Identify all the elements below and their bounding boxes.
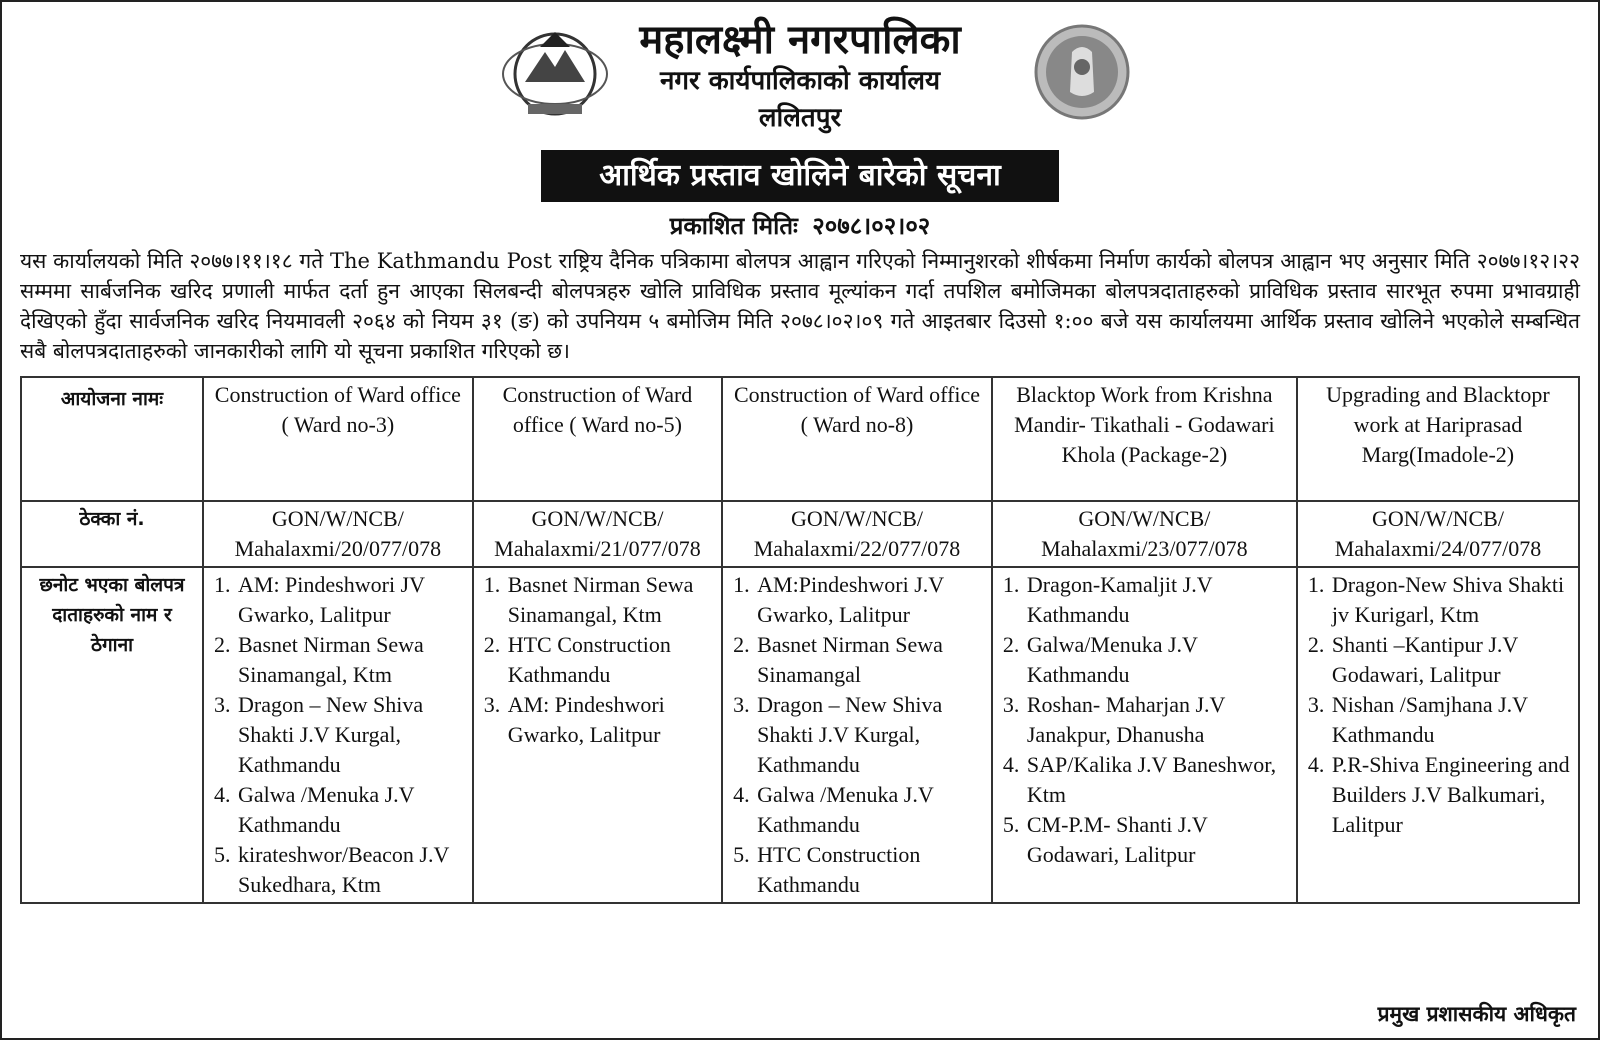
bidders-cell — [203, 567, 473, 903]
bidder-item: 2. Shanti –Kantipur J.V Godawari, Lalitpur — [1330, 630, 1572, 690]
municipality-logo-icon — [1032, 22, 1132, 122]
organization-name: महालक्ष्मी नगरपालिका — [639, 17, 961, 63]
contract-number-cell: GON/W/NCB/ Mahalaxmi/24/077/078 — [1297, 501, 1579, 567]
bidders-row-label: छनोट भएका बोलपत्र दाताहरुको नाम र ठेगाना — [21, 567, 203, 903]
bidders-list — [1304, 570, 1572, 840]
bidder-item: 3. Roshan- Maharjan J.V Janakpur, Dhanusha — [1025, 690, 1290, 750]
signatory: प्रमुख प्रशासकीय अधिकृत — [1377, 1002, 1576, 1026]
bidder-item: 3. Dragon – New Shiva Shakti J.V Kurgal, Kathmandu — [755, 690, 985, 780]
project-name-cell: Construction of Ward office ( Ward no-5) — [473, 377, 722, 501]
bidder-item: 4. SAP/Kalika J.V Baneshwor, Ktm — [1025, 750, 1290, 810]
notice-title: आर्थिक प्रस्ताव खोलिने बारेको सूचना — [541, 150, 1059, 202]
bidder-item: 5. CM-P.M- Shanti J.V Godawari, Lalitpur — [1025, 810, 1290, 870]
bidder-item: 2. Galwa/Menuka J.V Kathmandu — [1025, 630, 1290, 690]
bidder-item: 1. AM: Pindeshwori JV Gwarko, Lalitpur — [236, 570, 466, 630]
bidders-list — [210, 570, 466, 900]
notice-title-wrap — [20, 150, 1580, 202]
bidder-item: 4. Galwa /Menuka J.V Kathmandu — [236, 780, 466, 840]
bidders-table — [20, 376, 1580, 904]
bidders-cell — [722, 567, 992, 903]
bidder-item: 2. HTC Construction Kathmandu — [506, 630, 715, 690]
project-name-cell: Blacktop Work from Krishna Mandir- Tikathali - Godawari Khola (Package-2) — [992, 377, 1297, 501]
published-date-label: प्रकाशित मितिः — [669, 212, 798, 240]
bidders-list — [999, 570, 1290, 870]
bidders-cell — [473, 567, 722, 903]
bidder-item: 3. Dragon – New Shiva Shakti J.V Kurgal, Kathmandu — [236, 690, 466, 780]
contract-row — [21, 501, 1579, 567]
office-name: नगर कार्यपालिकाको कार्यालय — [659, 66, 941, 96]
contract-number-cell: GON/W/NCB/ Mahalaxmi/20/077/078 — [203, 501, 473, 567]
project-row-label: आयोजना नामः — [21, 377, 203, 501]
contract-number-cell: GON/W/NCB/ Mahalaxmi/22/077/078 — [722, 501, 992, 567]
bidder-item: 4. Galwa /Menuka J.V Kathmandu — [755, 780, 985, 840]
bidders-row — [21, 567, 1579, 903]
bidder-item: 1. Dragon-Kamaljit J.V Kathmandu — [1025, 570, 1290, 630]
contract-row-label: ठेक्का नं. — [21, 501, 203, 567]
city-name: ललितपुर — [758, 103, 842, 133]
bidders-list — [729, 570, 985, 900]
bidder-item: 5. HTC Construction Kathmandu — [755, 840, 985, 900]
notice-paragraph: यस कार्यालयको मिति २०७७।११।१८ गते The Kathmandu Post राष्ट्रिय दैनिक पत्रिकामा बोलपत्र आह्वान गरिएको निम्मानुशरको शीर्षकमा निर्माण कार्यको बोलपत्र आह्वान भए अनुसार मिति २०७७।१२।२२ सम्ममा सार्बजनिक खरिद प्रणाली मार्फत दर्ता हुन आएका सिलबन्दी बोलपत्रहरु खोलि प्राविधिक प्रस्ताव मूल्यांकन गर्दा तपशिल बमोजिमका बोलपत्रदाताहरुको प्राविधिक प्रस्ताव सारभूत रुपमा प्रभावग्राही देखिएको हुँदा सार्वजनिक खरिद नियमावली २०६४ को नियम ३१ (ङ) को उपनियम ५ बमोजिम मिति २०७८।०२।०९ गते आइतबार दिउसो १:०० बजे यस कार्यालयमा आर्थिक प्रस्ताव खोलिने भएकोले सम्बन्धित सबै बोलपत्रदाताहरुको जानकारीको लागि यो सूचना प्रकाशित गरिएको छ। — [20, 249, 1580, 363]
bidder-item: 3. AM: Pindeshwori Gwarko, Lalitpur — [506, 690, 715, 750]
bidder-item: 1. AM:Pindeshwori J.V Gwarko, Lalitpur — [755, 570, 985, 630]
bidders-cell — [1297, 567, 1579, 903]
published-date: २०७८।०२।०२ — [812, 212, 931, 240]
bidder-item: 5. kirateshwor/Beacon J.V Sukedhara, Ktm — [236, 840, 466, 900]
project-row — [21, 377, 1579, 501]
bidder-item: 3. Nishan /Samjhana J.V Kathmandu — [1330, 690, 1572, 750]
project-name-cell: Upgrading and Blacktopr work at Hariprasad Marg(Imadole-2) — [1297, 377, 1579, 501]
bidder-item: 1. Dragon-New Shiva Shakti jv Kurigarl, Ktm — [1330, 570, 1572, 630]
project-name-cell: Construction of Ward office ( Ward no-8) — [722, 377, 992, 501]
notice-header — [20, 10, 1580, 150]
bidder-item: 1. Basnet Nirman Sewa Sinamangal, Ktm — [506, 570, 715, 630]
bidder-item: 2. Basnet Nirman Sewa Sinamangal — [755, 630, 985, 690]
bidder-item: 2. Basnet Nirman Sewa Sinamangal, Ktm — [236, 630, 466, 690]
contract-number-cell: GON/W/NCB/ Mahalaxmi/23/077/078 — [992, 501, 1297, 567]
bidders-cell — [992, 567, 1297, 903]
bidders-list — [480, 570, 715, 750]
published-date-line — [20, 210, 1580, 242]
header-text — [20, 16, 1580, 138]
contract-number-cell: GON/W/NCB/ Mahalaxmi/21/077/078 — [473, 501, 722, 567]
bidder-item: 4. P.R-Shiva Engineering and Builders J.V Balkumari, Lalitpur — [1330, 750, 1572, 840]
project-name-cell: Construction of Ward office ( Ward no-3) — [203, 377, 473, 501]
